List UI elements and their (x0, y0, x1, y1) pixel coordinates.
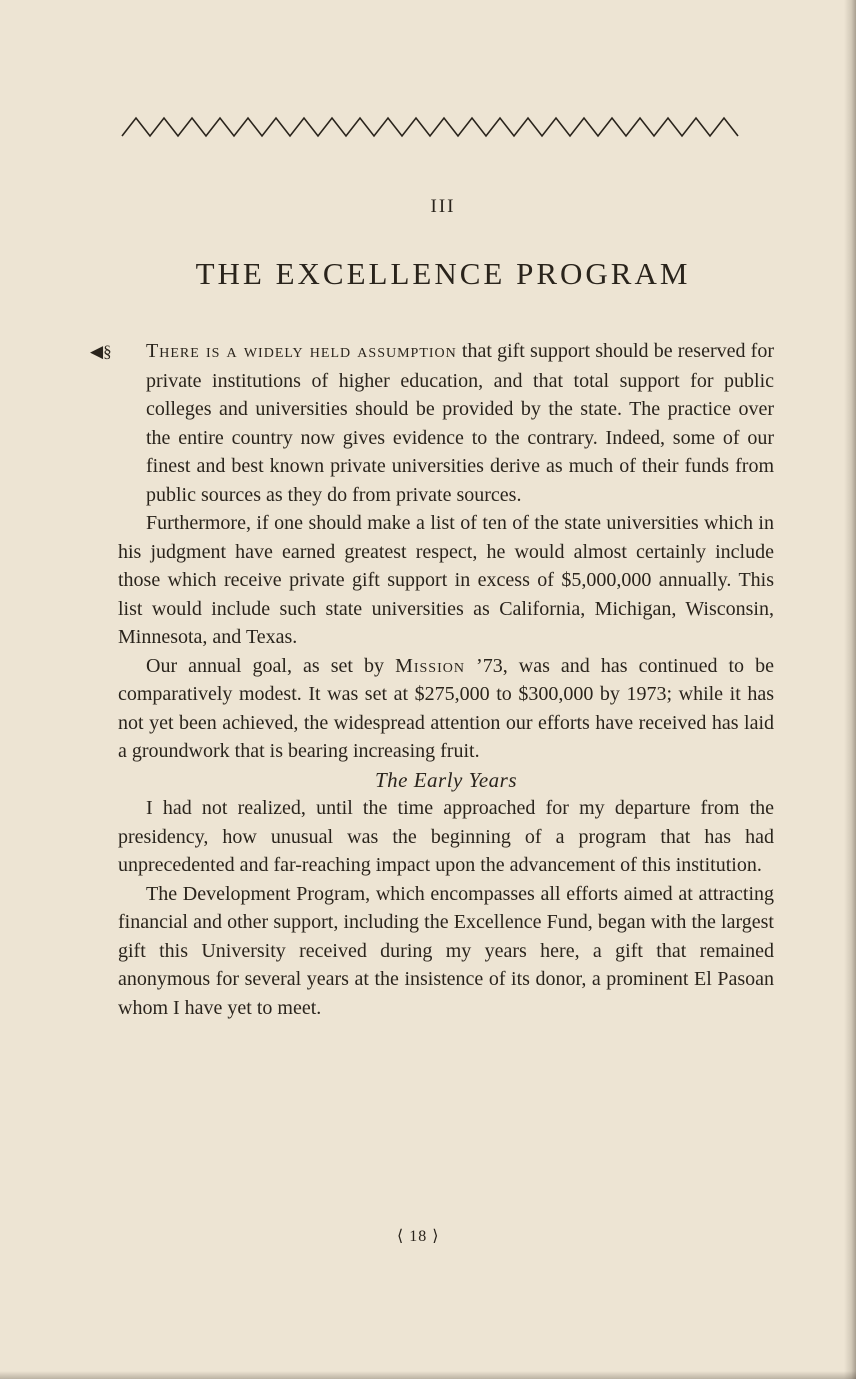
page-bottom-shadow (0, 1371, 856, 1379)
paragraph-3 (118, 652, 774, 766)
lead-in-text: There is a widely held assumption (146, 340, 457, 362)
paragraph-4: I had not realized, until the time approached for my departure from the presidency, how unusual was the beginning of a program that has had unprecedented and far-reaching impact upon the advancement of this institution. (118, 797, 774, 876)
chapter-number: III (430, 196, 456, 217)
paragraph-5: The Development Program, which encompasses all efforts aimed at attracting financial and other support, including the Excellence Fund, began with the largest gift this University received during my years here, a gift that remained anonymous for several years at the insistence of its donor, a prominent El Pasoan whom I have yet to meet. (118, 882, 774, 1019)
paragraph-3-text-a: Our annual goal, as set by (146, 654, 396, 677)
page-number: ⟨ 18 ⟩ (397, 1228, 440, 1245)
chapter-body (90, 337, 774, 1022)
mission-smallcaps: Mission (395, 654, 465, 677)
paragraph-1-text: that gift support should be reserved for private institutions of higher education, and that total support for public colleges and universities should be provided by the state. The practice over the entire country now gives evidence to the contrary. Indeed, some of our finest and best known private universities derive as much of their funds from public sources as they do from private sources. (146, 340, 774, 506)
section-mark-icon: ◀§ (90, 342, 112, 361)
paragraph-2: Furthermore, if one should make a list of ten of the state universities which in his judgment have earned greatest respect, he would almost certainly include those which receive private gift support in excess of $5,000,000 annually. This list would include such state universities as California, Michigan, Wisconsin, Minnesota, and Texas. (118, 512, 774, 648)
paragraph-3-text-b: ’73, was and has continued to be comparatively modest. It was set at $275,000 to $300,000 by 1973; while it has not yet been achieved, the widespread attention our efforts have received has laid a groundwork that is bearing increasing fruit. (118, 654, 774, 762)
chapter-title: THE EXCELLENCE PROGRAM (195, 256, 691, 291)
section-heading: The Early Years (374, 767, 518, 792)
paragraph-1 (90, 337, 774, 509)
zigzag-ornament (120, 112, 746, 142)
